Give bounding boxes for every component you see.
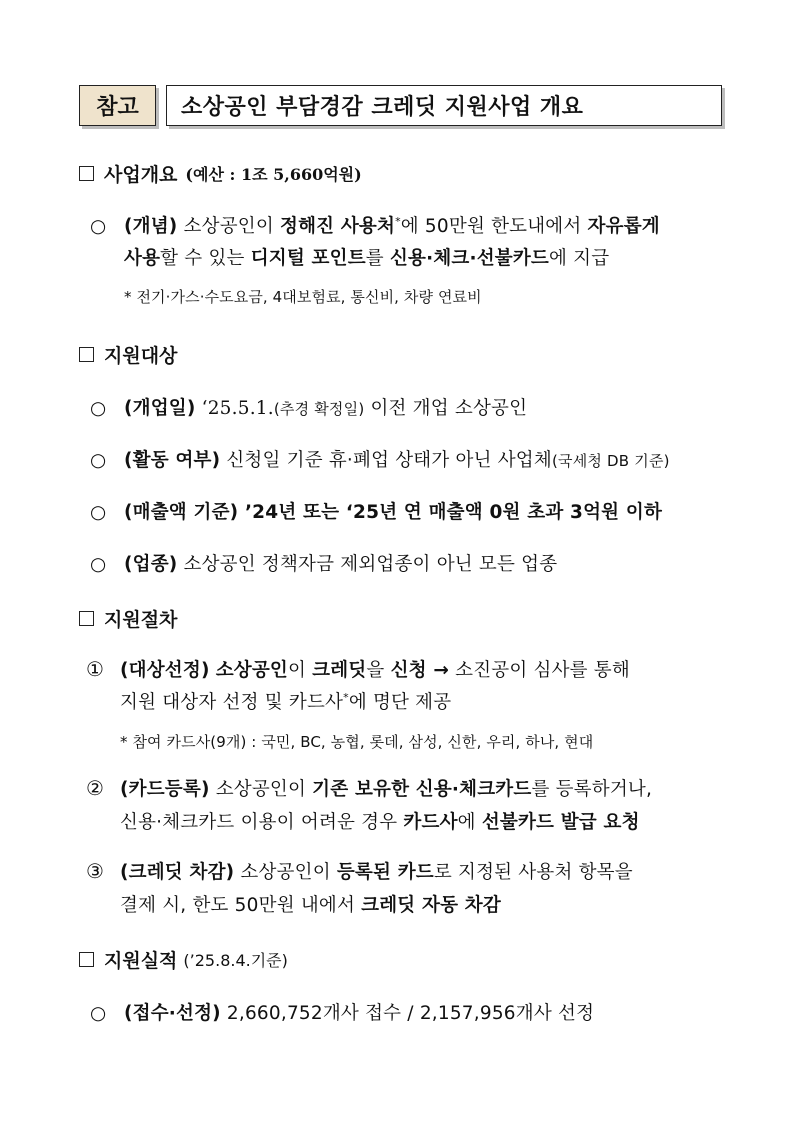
text-bold: 정해진 사용처 — [280, 216, 396, 237]
checkbox-square-icon — [79, 952, 94, 967]
section-title: 사업개요 — [104, 164, 178, 186]
bullet-label: (매출액 기준) — [124, 502, 239, 523]
checkbox-square-icon — [79, 166, 94, 181]
text: 결제 시, 한도 50만원 내에서 — [120, 895, 356, 916]
text-bold: ’24년 또는 ‘25년 연 매출액 0원 초과 3억원 이하 — [238, 502, 663, 523]
bullet-circle-icon: ○ — [90, 398, 107, 419]
procedure-step3-line1 — [86, 858, 633, 884]
target-bullet-activity — [90, 446, 670, 472]
paren-text: (국세청 DB 기준) — [551, 452, 670, 470]
text: 에 50만원 한도내에서 — [400, 216, 582, 237]
text-bold: 크레딧 — [312, 660, 367, 681]
bullet-label: (활동 여부) — [124, 450, 221, 471]
text: 지원 대상자 선정 및 카드사 — [120, 692, 344, 713]
text: 할 수 있는 — [160, 248, 245, 269]
text-bold: 사용 — [124, 248, 161, 269]
text: 에 — [457, 812, 476, 833]
bullet-circle-icon: ○ — [90, 450, 107, 471]
text-bold: 신청 → — [390, 660, 450, 681]
step-number-2: ② — [86, 776, 105, 800]
text: 2,660,752개사 접수 / 2,157,956개사 선정 — [220, 1003, 595, 1024]
text: 소진공이 심사를 통해 — [455, 660, 630, 681]
bullet-label: (개념) — [124, 216, 178, 237]
page-title: 소상공인 부담경감 크레딧 지원사업 개요 — [166, 85, 722, 126]
procedure-step2-line2 — [120, 808, 640, 834]
text: 소상공인이 — [215, 779, 307, 800]
target-bullet-industry — [90, 550, 557, 576]
text-bold: 신용·체크·선불카드 — [389, 248, 549, 269]
step-label: (대상선정) — [120, 660, 210, 681]
bullet-circle-icon: ○ — [90, 554, 107, 575]
text: 를 등록하거나, — [531, 779, 653, 800]
text: 이 — [288, 660, 307, 681]
overview-bullet-line1: ○ (개념) 소상공인이 정해진 사용처*에 50만원 한도내에서 자유롭게 — [90, 214, 660, 237]
overview-footnote: * 전기·가스·수도요금, 4대보험료, 통신비, 차량 연료비 — [124, 288, 482, 306]
procedure-step2-line1 — [86, 775, 652, 801]
procedure-step3-line2 — [120, 891, 501, 917]
paren-text: (추경 확정일) — [273, 400, 365, 418]
target-bullet-opening — [90, 394, 527, 420]
text: 소상공인 정책자금 제외업종이 아닌 모든 업종 — [177, 554, 558, 575]
section-heading-overview — [79, 160, 362, 187]
checkbox-square-icon — [79, 347, 94, 362]
text-bold: 디지털 포인트 — [250, 248, 366, 269]
text: 를 — [365, 248, 384, 269]
results-bullet — [90, 999, 594, 1025]
text: 을 — [366, 660, 385, 681]
section-heading-results — [79, 946, 288, 973]
text: 이전 개업 소상공인 — [364, 398, 528, 419]
section-title: 지원대상 — [104, 345, 178, 367]
bullet-label: (업종) — [124, 554, 178, 575]
text-bold: 소상공인 — [215, 660, 288, 681]
text: 신청일 기준 휴·폐업 상태가 아닌 사업체 — [220, 450, 552, 471]
procedure-step1-line2: 지원 대상자 선정 및 카드사*에 명단 제공 — [120, 690, 452, 713]
results-date: (’25.8.4.기준) — [183, 951, 288, 970]
text: 소상공인이 — [183, 216, 274, 237]
text-bold: 선불카드 발급 요청 — [481, 812, 640, 833]
text-bold: 등록된 카드 — [336, 862, 434, 883]
section-heading-procedure — [79, 605, 177, 632]
bullet-circle-icon: ○ — [90, 502, 107, 523]
reference-tag: 참고 — [79, 85, 156, 126]
section-title: 지원절차 — [104, 609, 178, 631]
overview-bullet-line2 — [124, 244, 609, 270]
text-bold: 기존 보유한 신용·체크카드 — [312, 779, 532, 800]
text: 신용·체크카드 이용이 어려운 경우 — [120, 812, 398, 833]
section-title: 지원실적 — [104, 950, 178, 972]
bullet-circle-icon: ○ — [90, 216, 107, 237]
procedure-step1-line1 — [86, 656, 630, 682]
target-bullet-sales — [90, 498, 662, 524]
text: 로 지정된 사용처 항목을 — [433, 862, 633, 883]
bullet-circle-icon: ○ — [90, 1003, 107, 1024]
step-label: (크레딧 차감) — [120, 862, 235, 883]
step-label: (카드등록) — [120, 779, 210, 800]
bullet-label: (접수·선정) — [124, 1003, 221, 1024]
text-bold: 카드사 — [403, 812, 458, 833]
text-bold: 자유롭게 — [587, 216, 660, 237]
text-bold: 크레딧 자동 차감 — [361, 895, 501, 916]
text: 소상공인이 — [240, 862, 331, 883]
budget-text: (예산 : 1조 5,660억원) — [185, 165, 362, 184]
step-number-3: ③ — [86, 859, 105, 883]
section-heading-target — [79, 341, 177, 368]
text: 에 지급 — [548, 248, 610, 269]
date-text: ‘25.5.1. — [201, 398, 274, 419]
bullet-label: (개업일) — [124, 398, 196, 419]
text: 에 명단 제공 — [348, 692, 452, 713]
step-number-1: ① — [86, 657, 105, 681]
procedure-footnote: * 참여 카드사(9개) : 국민, BC, 농협, 롯데, 삼성, 신한, 우리, 하나, 현대 — [120, 733, 594, 751]
checkbox-square-icon — [79, 611, 94, 626]
